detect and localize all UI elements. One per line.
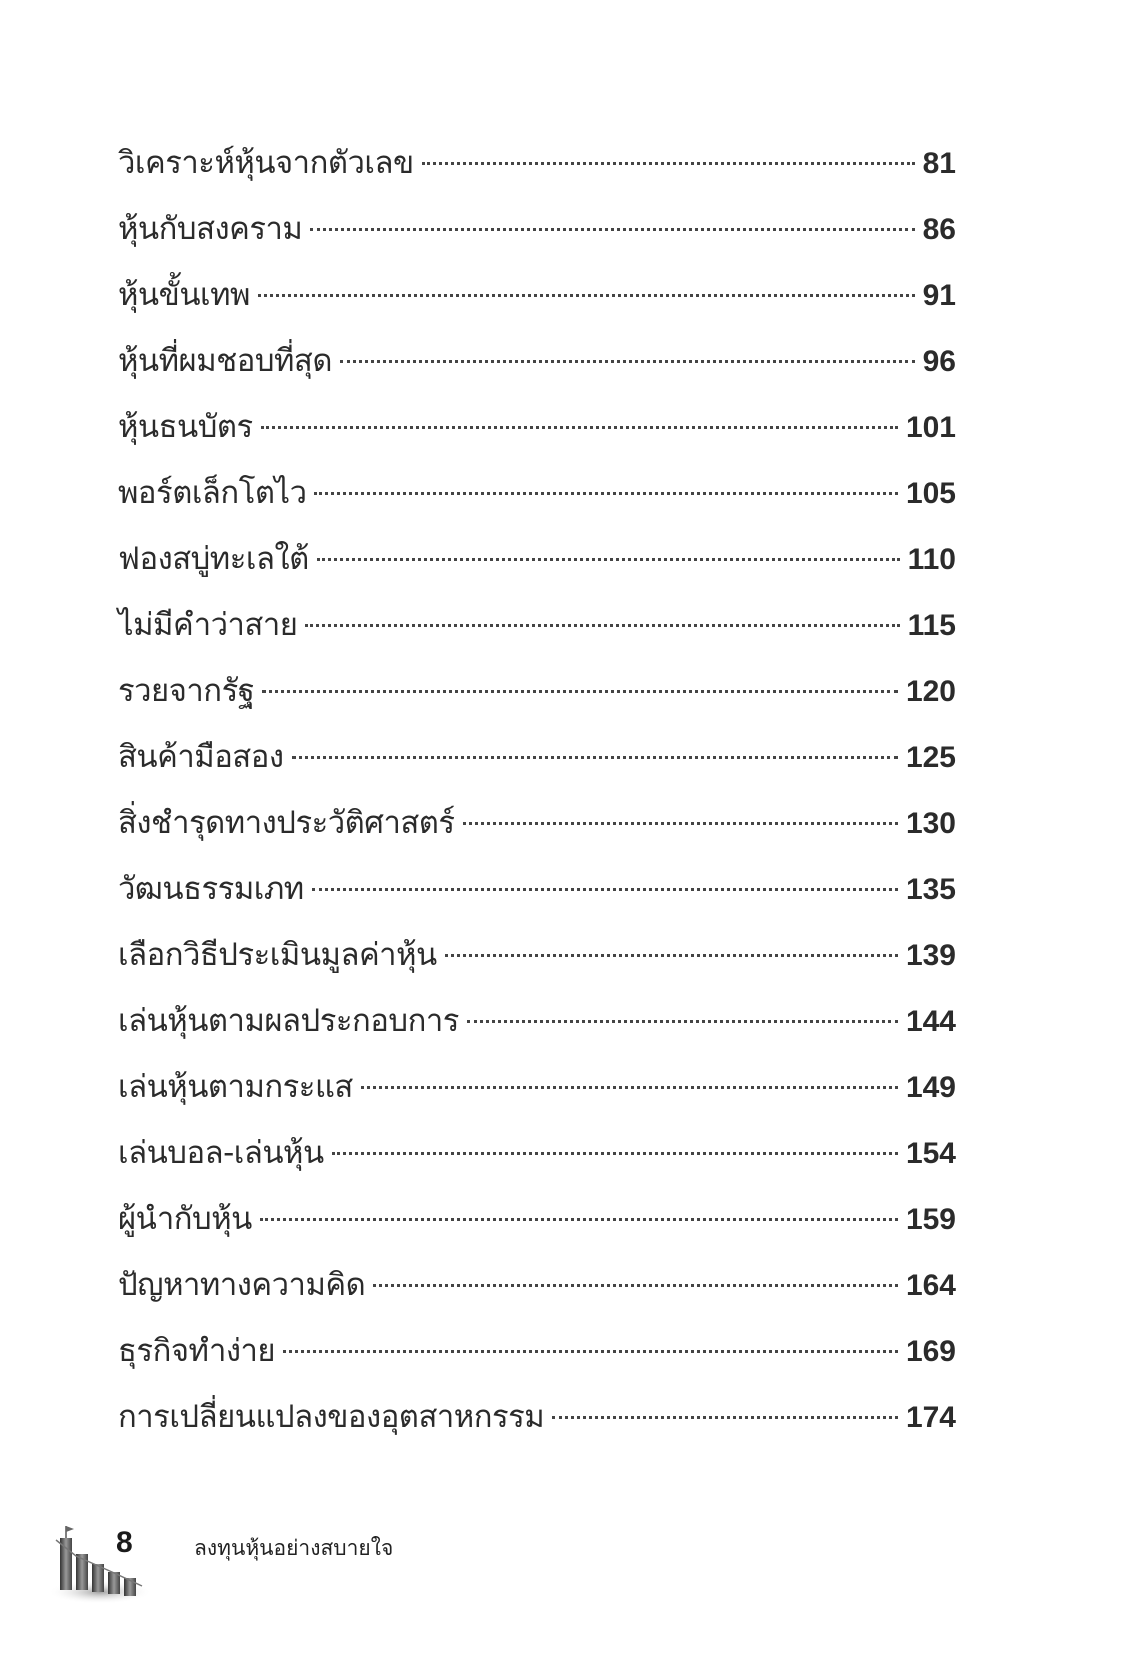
toc-entry-title: หุ้นธนบัตร [118, 409, 253, 445]
toc-entry-page: 96 [922, 345, 956, 378]
toc-entry-title: การเปลี่ยนแปลงของอุตสาหกรรม [118, 1399, 545, 1435]
toc-entry [118, 988, 956, 1054]
dot-leader [258, 294, 915, 297]
toc-entry-title: หุ้นที่ผมชอบที่สุด [118, 343, 332, 379]
toc-entry-title: เลือกวิธีประเมินมูลค่าหุ้น [118, 937, 437, 973]
toc-entry-page: 139 [905, 939, 956, 972]
dot-leader [260, 1218, 898, 1221]
toc-entry [118, 724, 956, 790]
toc-entry-page: 110 [907, 543, 956, 576]
dot-leader [305, 624, 899, 627]
toc-entry-title: เล่นหุ้นตามผลประกอบการ [118, 1003, 459, 1039]
toc-entry-title: ผู้นำกับหุ้น [118, 1201, 252, 1237]
toc-entry-title: ธุรกิจทำง่าย [118, 1333, 276, 1369]
toc-entry [118, 1054, 956, 1120]
toc-entry [118, 1384, 956, 1450]
toc-entry [118, 262, 956, 328]
toc-entry-title: วิเคราะห์หุ้นจากตัวเลข [118, 145, 414, 181]
table-of-contents [118, 130, 956, 1450]
dot-leader [262, 690, 898, 693]
toc-entry-page: 105 [905, 477, 956, 510]
toc-entry-page: 159 [905, 1203, 956, 1236]
toc-entry [118, 1252, 956, 1318]
toc-entry [118, 592, 956, 658]
toc-entry-title: เล่นบอล-เล่นหุ้น [118, 1135, 324, 1171]
dot-leader [261, 426, 898, 429]
dot-leader [310, 228, 914, 231]
dot-leader [332, 1152, 898, 1155]
dot-leader [340, 360, 915, 363]
dot-leader [292, 756, 898, 759]
toc-entry [118, 394, 956, 460]
toc-entry [118, 856, 956, 922]
toc-entry-page: 174 [905, 1401, 956, 1434]
dot-leader [422, 162, 915, 165]
toc-entry-page: 154 [905, 1137, 956, 1170]
toc-entry-title: รวยจากรัฐ [118, 673, 255, 709]
dot-leader [463, 822, 898, 825]
toc-entry-page: 144 [905, 1005, 956, 1038]
toc-entry-title: ฟองสบู่ทะเลใต้ [118, 541, 309, 577]
toc-entry [118, 1120, 956, 1186]
toc-entry-page: 86 [922, 213, 956, 246]
page-footer [0, 1500, 1142, 1620]
dot-leader [361, 1086, 898, 1089]
toc-entry [118, 526, 956, 592]
toc-entry-page: 169 [905, 1335, 956, 1368]
toc-entry-title: สินค้ามือสอง [118, 739, 284, 775]
toc-entry-title: สิ่งชำรุดทางประวัติศาสตร์ [118, 805, 455, 841]
dot-leader [445, 954, 898, 957]
stock-bars-logo-icon [46, 1520, 154, 1610]
dot-leader [314, 492, 897, 495]
page-number: 8 [116, 1526, 133, 1559]
toc-entry-title: หุ้นกับสงคราม [118, 211, 303, 247]
toc-entry-title: ไม่มีคำว่าสาย [118, 607, 298, 643]
toc-entry-title: ปัญหาทางความคิด [118, 1267, 366, 1303]
toc-entry-page: 125 [905, 741, 956, 774]
toc-entry-title: เล่นหุ้นตามกระแส [118, 1069, 353, 1105]
toc-entry-page: 115 [907, 609, 956, 642]
toc-entry-page: 130 [905, 807, 956, 840]
toc-entry-title: วัฒนธรรมเภท [118, 871, 304, 907]
toc-entry [118, 130, 956, 196]
toc-entry [118, 1186, 956, 1252]
book-title: ลงทุนหุ้นอย่างสบายใจ [194, 1536, 394, 1560]
toc-entry [118, 1318, 956, 1384]
toc-entry-page: 91 [922, 279, 956, 312]
toc-entry-page: 101 [905, 411, 956, 444]
dot-leader [373, 1284, 898, 1287]
toc-entry-title: หุ้นขั้นเทพ [118, 277, 250, 313]
dot-leader [467, 1020, 898, 1023]
toc-entry [118, 790, 956, 856]
toc-entry-page: 81 [922, 147, 956, 180]
toc-entry [118, 196, 956, 262]
dot-leader [312, 888, 898, 891]
toc-entry-page: 135 [905, 873, 956, 906]
toc-entry-title: พอร์ตเล็กโตไว [118, 475, 307, 511]
dot-leader [552, 1416, 898, 1419]
toc-entry [118, 922, 956, 988]
toc-entry-page: 149 [905, 1071, 956, 1104]
toc-entry [118, 328, 956, 394]
toc-entry [118, 460, 956, 526]
toc-entry [118, 658, 956, 724]
dot-leader [317, 558, 900, 561]
dot-leader [283, 1350, 898, 1353]
toc-entry-page: 120 [905, 675, 956, 708]
toc-entry-page: 164 [905, 1269, 956, 1302]
